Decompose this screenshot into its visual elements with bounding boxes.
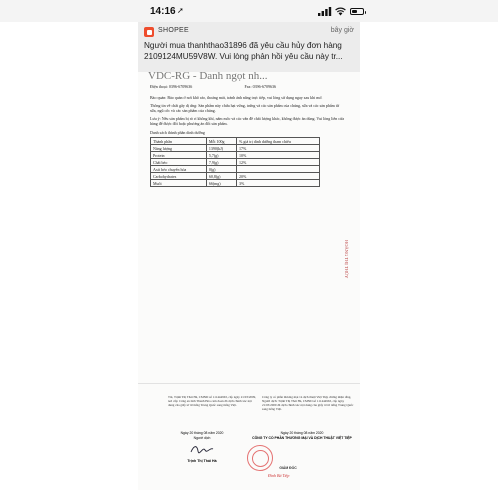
document-image [138, 72, 360, 490]
status-bar [0, 0, 498, 22]
table-row [151, 145, 320, 152]
location-arrow-icon: ➚ [177, 6, 184, 15]
table-header: % giá trị dinh dưỡng tham chiếu [237, 138, 320, 145]
document-title-partial: VDC-RG - Danh ngọt nh... [148, 70, 268, 82]
table-cell [237, 166, 320, 173]
nutrition-caption: Danh sách thành phần dinh dưỡng [150, 130, 205, 135]
table-cell: 5,7(g) [206, 152, 236, 159]
table-cell: Năng lượng [151, 145, 207, 152]
table-cell: Carbohydrates [151, 173, 207, 180]
table-cell: 20% [237, 173, 320, 180]
table-cell: 17% [237, 145, 320, 152]
notification-time: bây giờ [330, 27, 354, 34]
director-name: Đinh Bá Tiệp [268, 473, 290, 478]
nutrition-table [150, 137, 320, 187]
table-cell: 3% [237, 180, 320, 187]
translator-signature [189, 443, 215, 455]
phone-line: Điện thoại: 0396-6709636 [150, 84, 193, 89]
translator-date: Ngày 20 tháng 08 năm 2020 [180, 431, 224, 435]
allergen-paragraph: Thông tin về chất gây dị ứng: Sản phẩm này chứa hạt vừng, trứng và các sản phẩm của chúng, sữa và các sản phẩm từ sữa, ngũ cốc và các sản phẩm của chúng. [150, 103, 340, 113]
company-name: CÔNG TY CỔ PHẦN THƯƠNG MẠI VÀ DỊCH THUẬT VIỆT TIỆP [252, 436, 352, 440]
table-cell: 60,8(g) [206, 173, 236, 180]
fax-line: Fax: 0396-6709636 [244, 84, 276, 89]
table-cell: 1390(kJ) [206, 145, 236, 152]
table-row [151, 159, 320, 166]
note-paragraph: Lưu ý: Nếu sản phẩm bị rò rỉ không khí, nấm mốc và các vấn đề chất lượng khác, không được ăn dùng. Vui lòng liên cửa hàng để được đổi hoặc phương án đổi sản phẩm. [150, 116, 344, 126]
table-row [151, 173, 320, 180]
director-title: GIÁM ĐỐC [279, 466, 297, 470]
document-body [150, 82, 346, 187]
cellular-signal-icon [318, 7, 332, 16]
table-header: Thành phần [151, 138, 207, 145]
notification-app-name: SHOPEE [158, 27, 189, 34]
table-cell: 12% [237, 159, 320, 166]
table-cell: 7,9(g) [206, 159, 236, 166]
table-cell: Protein [151, 152, 207, 159]
notification-line-2: 2109124MU59V8W. Vui lòng phản hồi yêu cầu này tr... [144, 52, 343, 61]
translator-statement: Tôi, Trịnh Thị Thái Hà, CMND số 111444963, cấp ngày 21/03/2009, nơi cấp: Công an tỉnh Thanh Hóa cam đoan đã dịch chính xác nội dung của giấy tờ từ tiếng Trung Quốc sang tiếng Việt. [168, 395, 257, 407]
table-row [151, 152, 320, 159]
table-header-row [151, 138, 320, 145]
company-date: Ngày 20 tháng 08 năm 2020 [280, 431, 324, 435]
status-time: 14:16 [150, 6, 176, 17]
company-statement: Công ty cổ phần thương mại và dịch thuật Việt Tiệp chứng nhận rằng, Người dịch: Trịnh Thị Thái Hà, CMND số 111444963, cấp ngày 21/03/2009 đã dịch chính xác nội dung của giấy tờ từ tiếng Trung Quốc sang tiếng Việt. [262, 395, 354, 411]
translator-role: Người dịch [193, 436, 211, 440]
table-header: Mỗi 100g [206, 138, 236, 145]
side-stamp-text: HOÀNG THỊ THÚY [344, 240, 349, 279]
table-cell: 10% [237, 152, 320, 159]
table-cell: 66(mg) [206, 180, 236, 187]
table-cell: 0(g) [206, 166, 236, 173]
push-notification[interactable] [138, 22, 360, 72]
table-cell: Axit béo chuyển hóa [151, 166, 207, 173]
table-cell: Chất béo [151, 159, 207, 166]
shopee-app-icon [144, 27, 154, 37]
notification-line-1: Người mua thanhthao31896 đã yêu cầu hủy đơn hàng [144, 41, 342, 50]
storage-paragraph: Bảo quản: Bảo quản ở nơi khô ráo, thoáng mát, tránh ánh nắng trực tiếp, vui lòng sử dụng ngay sau khi mở. [150, 95, 323, 100]
table-cell: Muối [151, 180, 207, 187]
battery-icon [350, 8, 364, 15]
table-row [151, 166, 320, 173]
table-row [151, 180, 320, 187]
translator-name: Trịnh Thị Thái Hà [187, 459, 217, 463]
page-divider [138, 383, 360, 384]
wifi-icon [335, 7, 346, 16]
